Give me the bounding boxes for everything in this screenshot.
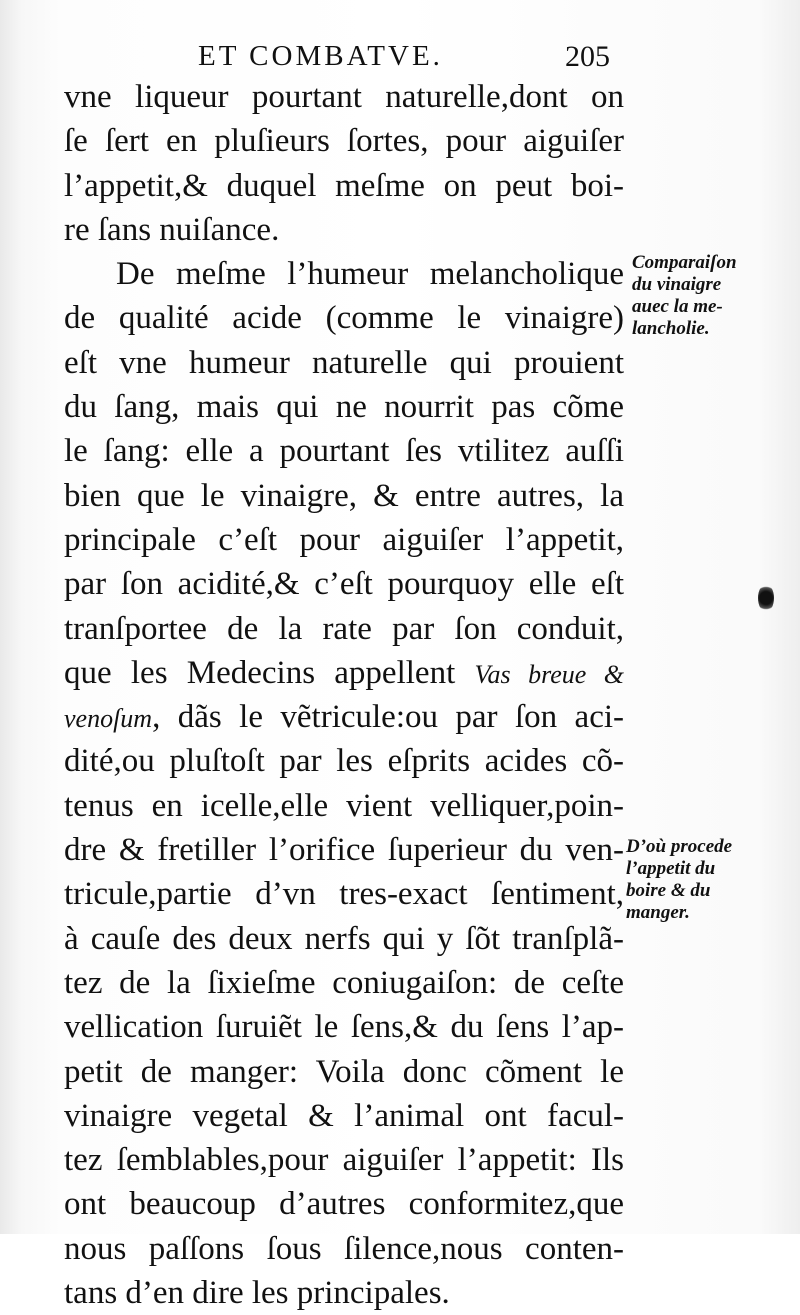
text-line: à cauſe des deux nerfs qui y ſõt tranſplã- [64,920,624,957]
italic-term: venoſum [64,704,153,734]
text-line: tricule,partie d’vn tres-exact ſentiment, [64,876,624,913]
text-line: du ſang, mais qui ne nourrit pas cõme [64,389,624,426]
margin-note-line: du vinaigre [632,274,722,295]
text-line: tez ſemblables,pour aiguiſer l’appetit: Ils [64,1142,624,1179]
text-line: re ſans nuiſance. [64,211,280,248]
text-line: de qualité acide (comme le vinaigre) [64,300,624,337]
margin-note-line: lancholie. [632,318,710,339]
italic-term: Vas breue & [474,659,625,689]
margin-note-line: boire & du [626,880,711,901]
body-text [64,75,624,1315]
page-header [180,40,610,80]
text-line [64,651,624,695]
text-line: De meſme l’humeur melancholique [116,256,624,293]
text-line: tez de la ſixieſme coniugaiſon: de ceſte [64,964,624,1001]
text-line: tranſportee de la rate par ſon conduit, [64,610,624,647]
text-line: bien que le vinaigre, & entre autres, la [64,477,624,514]
text-line: dité,ou pluſtoſt par les eſprits acides cõ- [64,743,624,780]
text-line: petit de manger: Voila donc cõment le [64,1053,624,1090]
text-line: par ſon acidité,& c’eſt pourquoy elle eſt [64,566,624,603]
margin-note-line: auec la me- [632,296,723,317]
text-line: ſe ſert en pluſieurs ſortes, pour aiguiſer [64,123,624,160]
text-line: tans d’en dire les principales. [64,1275,450,1312]
running-title: ET COMBATVE. [198,40,443,72]
margin-note-line: Comparaiſon [632,252,737,273]
text-segment: que les Medecins appellent [64,654,456,691]
text-line: le ſang: elle a pourtant ſes vtilitez auſſi [64,433,624,470]
page-number: 205 [565,40,610,73]
text-line: vinaigre vegetal & l’animal ont facul- [64,1097,624,1134]
margin-note-line: manger. [626,902,690,923]
text-line: nous paſſons ſous ſilence,nous conten- [64,1230,624,1267]
text-line: l’appetit,& duquel meſme on peut boi- [64,167,624,204]
text-line [64,695,624,739]
text-segment: , dãs le vẽtricule:ou par ſon aci- [152,699,624,736]
text-line: tenus en icelle,elle vient velliquer,poin- [64,787,624,824]
ink-blot [758,584,774,612]
margin-note-line: l’appetit du [626,858,716,879]
text-line: ont beaucoup d’autres conformitez,que [64,1186,624,1223]
text-line: eſt vne humeur naturelle qui prouient [64,344,624,381]
margin-note-comparison [632,252,737,340]
text-line: dre & fretiller l’orifice ſuperieur du ven- [64,832,624,869]
text-line: vellication ſuruiẽt le ſens,& du ſens l’ap- [64,1009,624,1046]
text-line: vne liqueur pourtant naturelle,dont on [64,79,624,115]
margin-note-line: D’où procede [626,836,733,857]
margin-note-appetite [626,836,732,924]
text-line: principale c’eſt pour aiguiſer l’appetit, [64,521,624,558]
